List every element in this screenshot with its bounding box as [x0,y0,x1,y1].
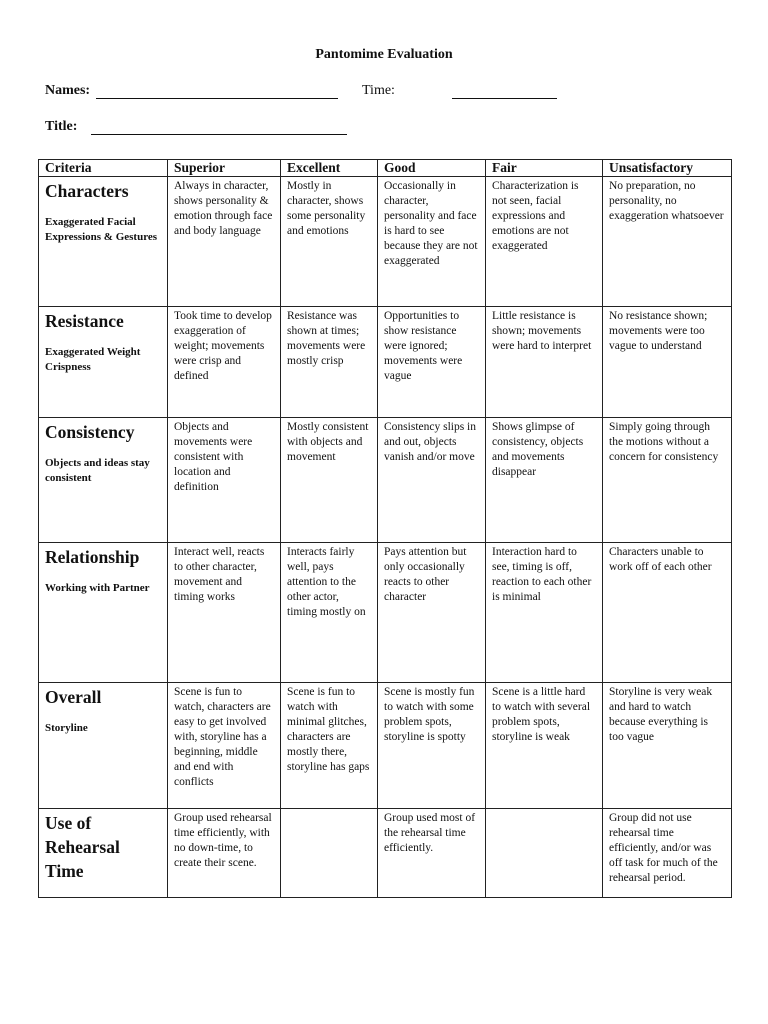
rating-cell [168,543,281,683]
rating-text: Resistance was shown at times; movements were mostly crisp [287,310,366,367]
criterion-title: Characters [45,181,129,201]
rating-text: Always in character, shows personality & emotion through face and body language [174,180,273,237]
table-row [39,177,732,307]
rating-text: Storyline is very weak and hard to watch because everything is too vague [609,686,713,743]
rating-text: Consistency slips in and out, objects vanish and/or move [384,421,477,463]
rating-text: Opportunities to show resistance were ignored; movements were vague [384,310,463,382]
header-row [39,160,732,177]
rating-cell [486,543,603,683]
criterion-title: Overall [45,687,102,707]
criterion-cell [39,809,168,898]
rating-cell [603,177,732,307]
rubric-table [38,159,732,898]
criterion-subtitle: Working with Partner [45,582,150,594]
criterion-subtitle: Storyline [45,722,88,734]
title-label: Title: [45,119,78,134]
criterion-title: Consistency [45,422,135,442]
rating-cell [378,683,486,809]
header-cell: Excellent [281,160,378,177]
names-label: Names: [45,83,91,98]
criterion-title: Use of Rehearsal Time [45,813,120,881]
rating-text: No resistance shown; movements were too vague to understand [609,310,708,352]
rating-cell [486,809,603,898]
rating-text: Took time to develop exaggeration of weight; movements were crisp and defined [174,310,272,382]
rating-text: Objects and movements were consistent with location and definition [174,421,253,493]
table-row [39,683,732,809]
rating-text: Scene is fun to watch, characters are easy to get involved with, storyline has a beginning, middle and end with conflicts [174,686,271,788]
rating-cell [378,307,486,418]
rating-cell [603,809,732,898]
rating-text: Group used rehearsal time efficiently, with no down-time, to create their scene. [174,812,272,869]
rating-cell [603,418,732,543]
rating-text: Mostly consistent with objects and movement [287,421,369,463]
criterion-title: Relationship [45,547,140,567]
rating-text: Scene is fun to watch with minimal glitches, characters are mostly there, storyline has gaps [287,686,370,773]
criterion-subtitle: Exaggerated Facial Expressions & Gestures [45,216,158,243]
rating-cell [603,543,732,683]
rating-text: Group did not use rehearsal time efficiently, and/or was off task for much of the rehearsal period. [609,812,718,884]
criterion-cell [39,307,168,418]
criterion-cell [39,418,168,543]
names-field[interactable] [96,98,338,99]
rating-cell [486,418,603,543]
rating-cell [486,307,603,418]
rating-cell [281,307,378,418]
header-cell: Criteria [39,160,168,177]
rating-cell [281,177,378,307]
rating-cell [168,418,281,543]
rating-text: Group used most of the rehearsal time efficiently. [384,812,476,854]
rating-cell [378,543,486,683]
rating-cell [168,809,281,898]
rating-text: Characterization is not seen, facial expressions and emotions are not exaggerated [492,180,579,252]
rating-text: Characters unable to work off of each other [609,546,712,573]
header-cell: Fair [486,160,603,177]
rating-text: No preparation, no personality, no exaggeration whatsoever [609,180,724,222]
rating-cell [281,809,378,898]
rating-text: Interacts fairly well, pays attention to the other actor, timing mostly on [287,546,366,618]
table-row [39,809,732,898]
criterion-subtitle: Objects and ideas stay consistent [45,457,150,484]
rating-text: Interact well, reacts to other character, movement and timing works [174,546,265,603]
rating-text: Interaction hard to see, timing is off, reaction to each other is minimal [492,546,592,603]
rating-cell [603,683,732,809]
criterion-cell [39,543,168,683]
rating-text: Occasionally in character, personality and face is hard to see because they are not exaggerated [384,180,478,267]
time-field[interactable] [452,98,557,99]
rating-cell [486,177,603,307]
rating-cell [378,418,486,543]
rating-text: Little resistance is shown; movements were hard to interpret [492,310,592,352]
header-cell: Good [378,160,486,177]
rating-cell [486,683,603,809]
rating-text: Scene is a little hard to watch with several problem spots, storyline is weak [492,686,591,743]
table-row [39,543,732,683]
rating-cell [378,809,486,898]
criterion-cell [39,683,168,809]
criterion-subtitle: Exaggerated Weight Crispness [45,346,141,373]
criterion-cell [39,177,168,307]
rating-text: Simply going through the motions without a concern for consistency [609,421,719,463]
rating-cell [281,683,378,809]
rating-cell [378,177,486,307]
title-field[interactable] [91,134,347,135]
header-cell: Unsatisfactory [603,160,732,177]
rating-cell [168,307,281,418]
rating-text: Shows glimpse of consistency, objects and movements disappear [492,421,584,478]
header-cell: Superior [168,160,281,177]
table-row [39,418,732,543]
criterion-title: Resistance [45,311,124,331]
time-label: Time: [362,83,395,98]
rating-cell [281,418,378,543]
table-row [39,307,732,418]
rating-text: Scene is mostly fun to watch with some problem spots, storyline is spotty [384,686,475,743]
rating-cell [603,307,732,418]
rating-cell [168,683,281,809]
rating-text: Mostly in character, shows some personality and emotions [287,180,366,237]
rating-text: Pays attention but only occasionally reacts to other character [384,546,467,603]
page-title: Pantomime Evaluation [315,47,453,62]
rating-cell [281,543,378,683]
rating-cell [168,177,281,307]
